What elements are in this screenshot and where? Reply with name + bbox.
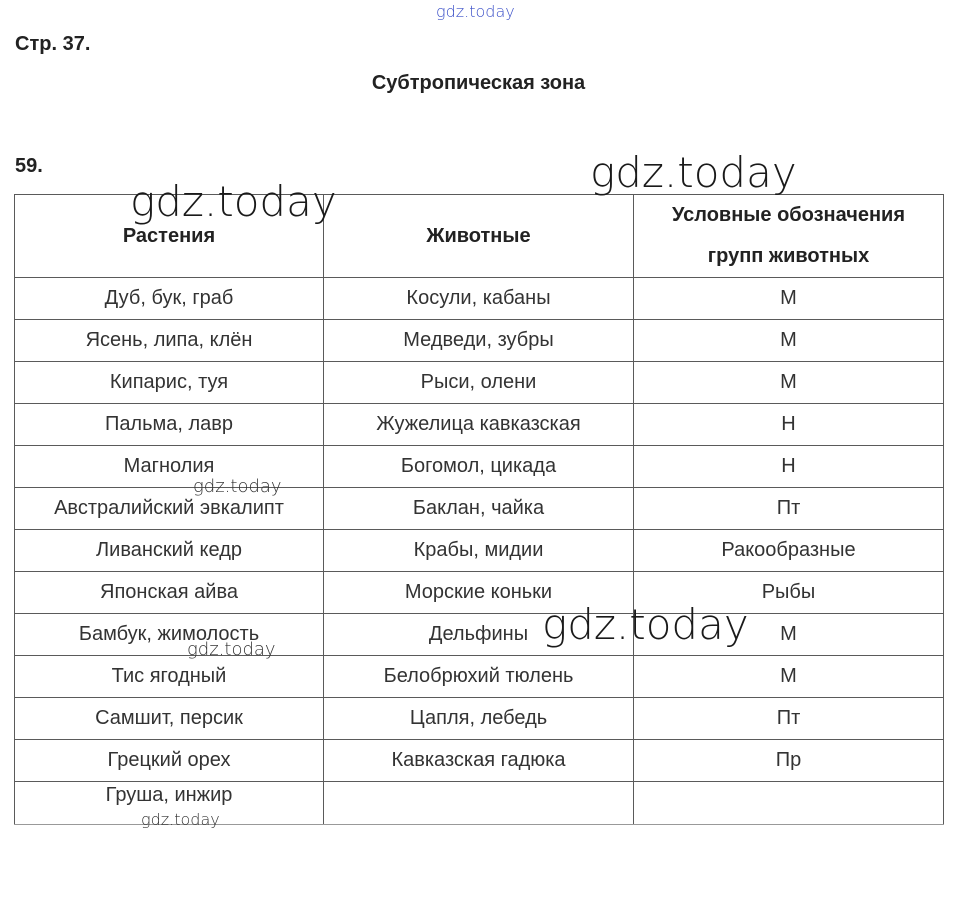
- plant-cell: Бамбук, жимолость: [15, 614, 324, 656]
- animal-cell: Морские коньки: [324, 572, 634, 614]
- plant-cell: Австралийский эвкалипт: [15, 488, 324, 530]
- symbol-cell: Н: [634, 446, 944, 488]
- table-row: [15, 362, 944, 404]
- watermark-top: gdz.today: [436, 2, 515, 21]
- symbol-cell: Рыбы: [634, 572, 944, 614]
- header-animals: Животные: [324, 195, 634, 278]
- watermark-small: gdz.today: [193, 476, 282, 497]
- header-plants: Растения: [15, 195, 324, 278]
- watermark-large: gdz.today: [590, 148, 797, 197]
- header-symbols-line1: Условные обозначения: [671, 204, 906, 226]
- symbol-cell: Н: [634, 404, 944, 446]
- animal-cell: Медведи, зубры: [324, 320, 634, 362]
- animal-cell: Дельфины: [324, 614, 634, 656]
- table-row: [15, 572, 944, 614]
- animal-cell: Жужелица кавказская: [324, 404, 634, 446]
- watermark-large: gdz.today: [542, 600, 749, 649]
- animal-cell: Кавказская гадюка: [324, 740, 634, 782]
- section-title: Субтропическая зона: [371, 72, 586, 94]
- table-row: [15, 446, 944, 488]
- header-symbols: [634, 195, 944, 278]
- plant-cell: Ливанский кедр: [15, 530, 324, 572]
- plant-cell: Магнолия: [15, 446, 324, 488]
- plant-cell: Дуб, бук, граб: [15, 278, 324, 320]
- symbol-cell: Пт: [634, 488, 944, 530]
- task-number: 59.: [15, 155, 43, 177]
- table-row: [15, 278, 944, 320]
- symbol-cell: М: [634, 614, 944, 656]
- plant-cell: Ясень, липа, клён: [15, 320, 324, 362]
- table-row: [15, 698, 944, 740]
- animal-cell: Косули, кабаны: [324, 278, 634, 320]
- plant-cell: Тис ягодный: [15, 656, 324, 698]
- plant-cell: Грецкий орех: [15, 740, 324, 782]
- header-symbols-line2: групп животных: [707, 245, 870, 267]
- table-row: [15, 740, 944, 782]
- symbol-cell: М: [634, 656, 944, 698]
- symbol-cell: М: [634, 278, 944, 320]
- plants-animals-table: [14, 194, 944, 825]
- watermark-small: gdz.today: [141, 810, 220, 829]
- table-row: [15, 782, 944, 825]
- animal-cell: Белобрюхий тюлень: [324, 656, 634, 698]
- table-row: [15, 530, 944, 572]
- animal-cell: Крабы, мидии: [324, 530, 634, 572]
- table-row: [15, 320, 944, 362]
- animal-cell: Баклан, чайка: [324, 488, 634, 530]
- watermark-small: gdz.today: [187, 639, 276, 660]
- animal-cell: Цапля, лебедь: [324, 698, 634, 740]
- animal-cell: [324, 782, 634, 825]
- watermark-large: gdz.today: [130, 177, 337, 226]
- table-row: [15, 656, 944, 698]
- plant-cell: Японская айва: [15, 572, 324, 614]
- symbol-cell: Пр: [634, 740, 944, 782]
- table-row: [15, 488, 944, 530]
- table-row: [15, 404, 944, 446]
- plant-cell: Самшит, персик: [15, 698, 324, 740]
- symbol-cell: М: [634, 362, 944, 404]
- plant-cell: Кипарис, туя: [15, 362, 324, 404]
- plant-cell: Груша, инжир: [15, 782, 324, 825]
- table-header-row: [15, 195, 944, 278]
- animal-cell: Богомол, цикада: [324, 446, 634, 488]
- table-row: [15, 614, 944, 656]
- symbol-cell: [634, 782, 944, 825]
- page-reference: Стр. 37.: [15, 33, 91, 55]
- symbol-cell: М: [634, 320, 944, 362]
- symbol-cell: Пт: [634, 698, 944, 740]
- symbol-cell: Ракообразные: [634, 530, 944, 572]
- animal-cell: Рыси, олени: [324, 362, 634, 404]
- plant-cell: Пальма, лавр: [15, 404, 324, 446]
